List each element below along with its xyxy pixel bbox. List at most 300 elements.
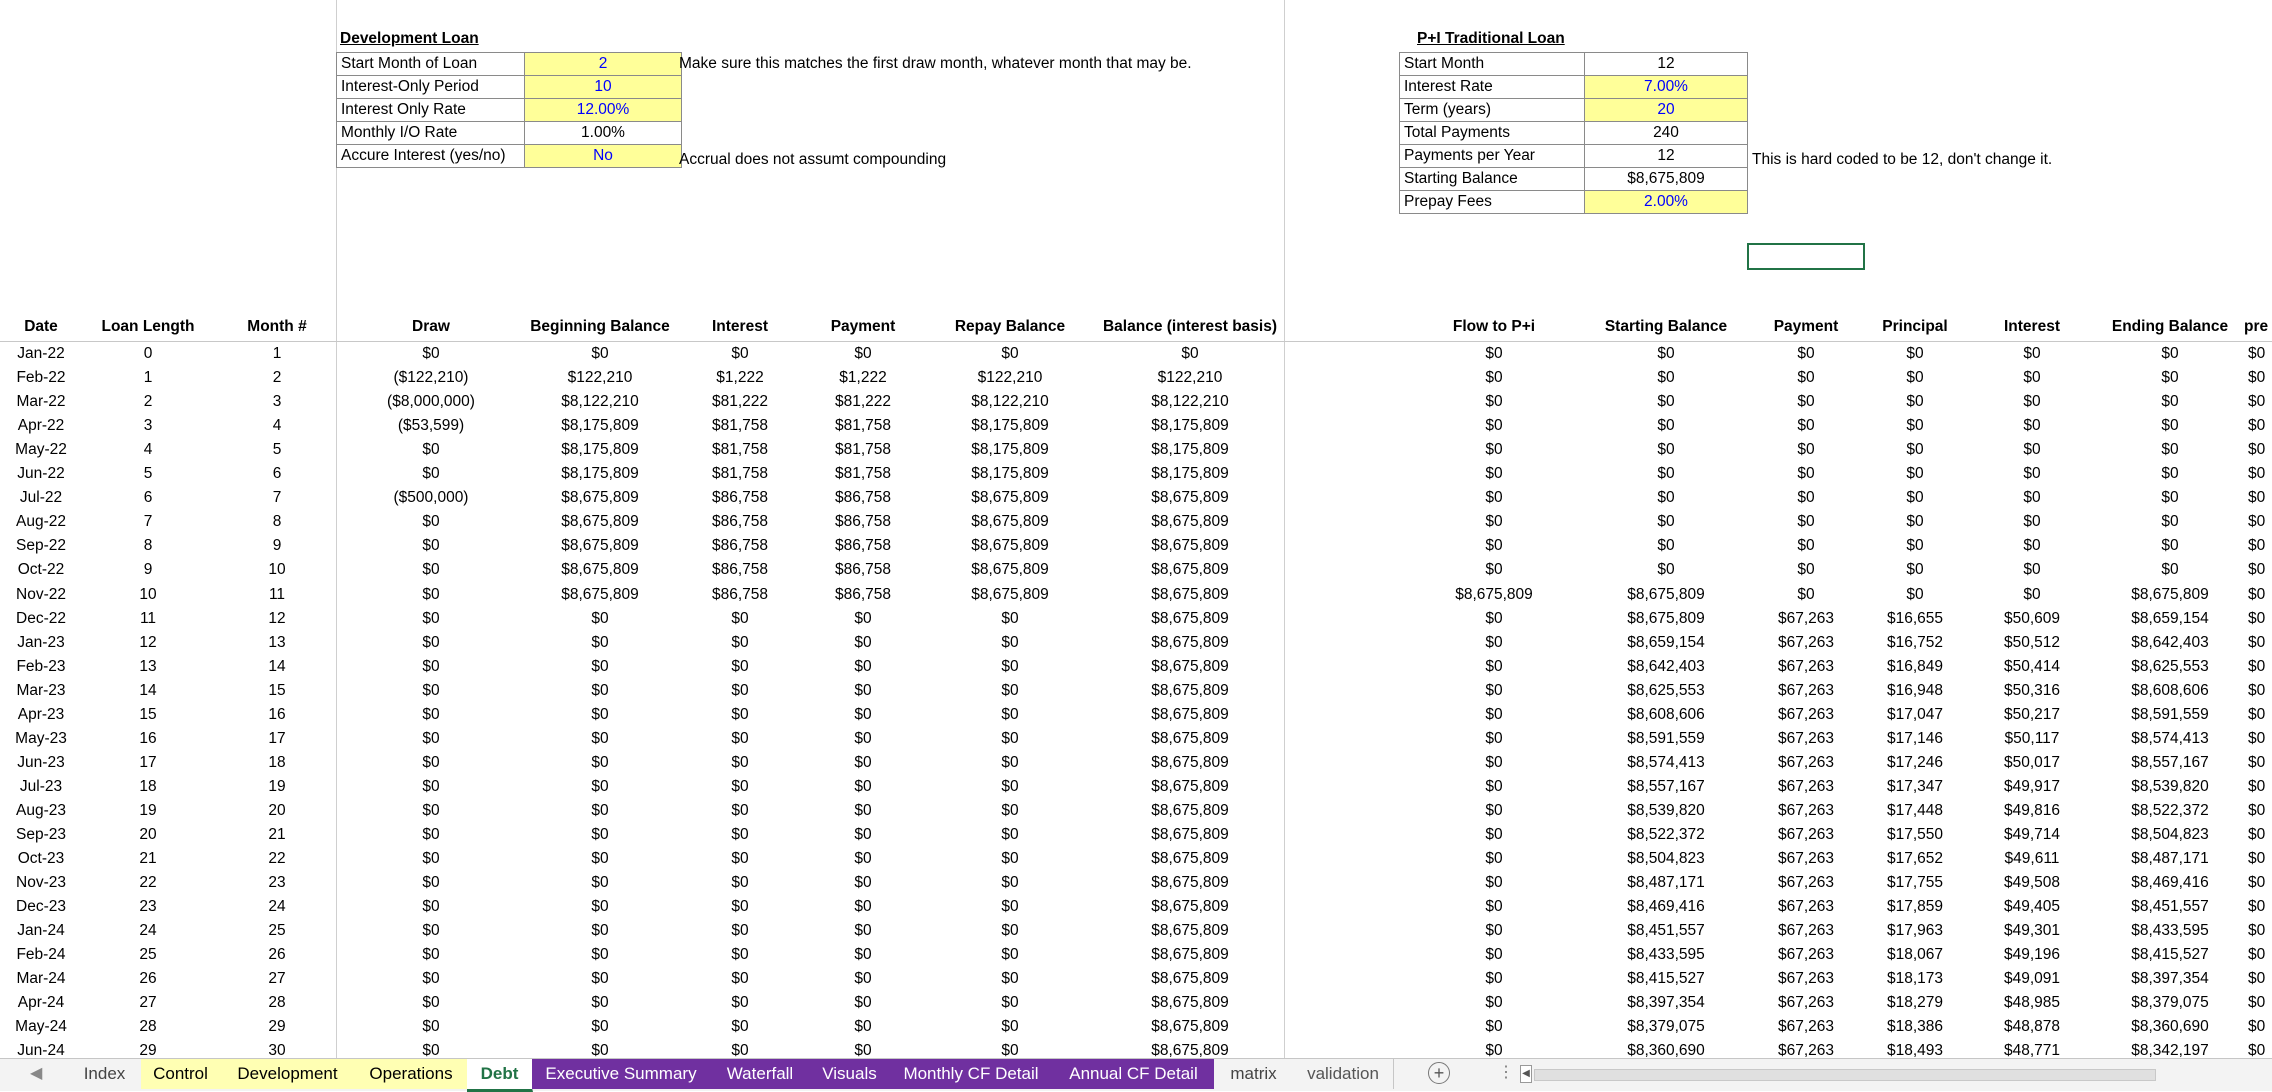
cell-date[interactable]: May-24 xyxy=(15,1018,67,1036)
cell-loan-length[interactable]: 12 xyxy=(139,633,157,651)
cell-date[interactable]: Jan-24 xyxy=(17,922,65,940)
cell-starting-balance[interactable]: $0 xyxy=(1657,561,1675,579)
cell-loan-length[interactable]: 14 xyxy=(139,681,157,699)
cell-starting-balance[interactable]: $0 xyxy=(1657,417,1675,435)
cell-pi-interest[interactable]: $48,878 xyxy=(2003,1018,2061,1036)
cell-ending-balance[interactable]: $8,342,197 xyxy=(2131,1042,2209,1058)
cell-prepay[interactable]: $0 xyxy=(2248,994,2266,1012)
cell-interest[interactable]: $1,222 xyxy=(716,369,764,387)
cell-date[interactable]: Aug-23 xyxy=(16,801,66,819)
cell-month-number[interactable]: 16 xyxy=(268,705,286,723)
cell-pi-interest[interactable]: $0 xyxy=(2023,585,2041,603)
cell-draw[interactable]: $0 xyxy=(422,585,440,603)
cell-principal[interactable]: $16,655 xyxy=(1886,609,1944,627)
cell-beginning-balance[interactable]: $0 xyxy=(591,946,609,964)
tab-development[interactable]: Development xyxy=(220,1059,356,1089)
cell-starting-balance[interactable]: $8,659,154 xyxy=(1627,633,1705,651)
cell-balance-interest-basis[interactable]: $8,675,809 xyxy=(1151,681,1229,699)
cell-pi-payment[interactable]: $67,263 xyxy=(1777,657,1835,675)
cell-month-number[interactable]: 15 xyxy=(268,681,286,699)
cell-pi-payment[interactable]: $0 xyxy=(1797,393,1815,411)
cell-ending-balance[interactable]: $0 xyxy=(2161,441,2179,459)
cell-flow-to-pi[interactable]: $0 xyxy=(1485,826,1503,843)
cell-payment[interactable]: $86,758 xyxy=(834,585,892,603)
cell-month-number[interactable]: 21 xyxy=(268,826,286,843)
cell-interest[interactable]: $86,758 xyxy=(711,585,769,603)
tab-executive-summary[interactable]: Executive Summary xyxy=(532,1059,711,1089)
cell-ending-balance[interactable]: $8,360,690 xyxy=(2131,1018,2209,1036)
cell-pi-payment[interactable]: $67,263 xyxy=(1777,1018,1835,1036)
cell-ending-balance[interactable]: $8,522,372 xyxy=(2131,801,2209,819)
cell-repay-balance[interactable]: $8,122,210 xyxy=(971,393,1049,411)
cell-repay-balance[interactable]: $122,210 xyxy=(977,369,1043,387)
cell-date[interactable]: Apr-23 xyxy=(17,705,65,723)
cell-balance-interest-basis[interactable]: $8,675,809 xyxy=(1151,513,1229,531)
cell-interest[interactable]: $86,758 xyxy=(711,537,769,555)
cell-interest[interactable]: $0 xyxy=(731,922,749,940)
cell-principal[interactable]: $18,279 xyxy=(1886,994,1944,1012)
cell-balance-interest-basis[interactable]: $8,175,809 xyxy=(1151,465,1229,483)
cell-balance-interest-basis[interactable]: $8,675,809 xyxy=(1151,489,1229,507)
cell-starting-balance[interactable]: $8,675,809 xyxy=(1627,609,1705,627)
cell-pi-interest[interactable]: $49,091 xyxy=(2003,970,2061,988)
cell-repay-balance[interactable]: $0 xyxy=(1001,345,1019,362)
cell-draw[interactable]: $0 xyxy=(422,970,440,988)
cell-principal[interactable]: $17,347 xyxy=(1886,777,1944,795)
cell-principal[interactable]: $17,652 xyxy=(1886,850,1944,868)
cell-repay-balance[interactable]: $0 xyxy=(1001,729,1019,747)
cell-date[interactable]: Apr-22 xyxy=(17,417,65,435)
cell-draw[interactable]: $0 xyxy=(422,994,440,1012)
cell-principal[interactable]: $17,963 xyxy=(1886,922,1944,940)
cell-payment[interactable]: $0 xyxy=(854,705,872,723)
cell-pi-payment[interactable]: $67,263 xyxy=(1777,970,1835,988)
cell-repay-balance[interactable]: $0 xyxy=(1001,922,1019,940)
cell-pi-interest[interactable]: $49,611 xyxy=(2004,850,2060,868)
cell-pi-interest[interactable]: $50,609 xyxy=(2003,609,2061,627)
cell-repay-balance[interactable]: $8,175,809 xyxy=(971,441,1049,459)
cell-flow-to-pi[interactable]: $0 xyxy=(1485,393,1503,411)
tab-debt[interactable]: Debt xyxy=(467,1059,533,1092)
cell-starting-balance[interactable]: $8,433,595 xyxy=(1627,946,1705,964)
cell-draw[interactable]: $0 xyxy=(422,826,440,843)
cell-loan-length[interactable]: 3 xyxy=(143,417,153,435)
cell-prepay[interactable]: $0 xyxy=(2248,898,2266,916)
cell-beginning-balance[interactable]: $0 xyxy=(591,1018,609,1036)
cell-draw[interactable]: $0 xyxy=(422,705,440,723)
cell-ending-balance[interactable]: $8,379,075 xyxy=(2131,994,2209,1012)
cell-month-number[interactable]: 12 xyxy=(268,609,286,627)
dev-loan-value[interactable]: No xyxy=(525,145,682,168)
cell-pi-payment[interactable]: $0 xyxy=(1797,585,1815,603)
cell-interest[interactable]: $0 xyxy=(731,705,749,723)
cell-prepay[interactable]: $0 xyxy=(2248,729,2266,747)
cell-pi-interest[interactable]: $49,301 xyxy=(2003,922,2061,940)
cell-pi-interest[interactable]: $0 xyxy=(2023,369,2041,387)
cell-repay-balance[interactable]: $8,675,809 xyxy=(971,561,1049,579)
cell-balance-interest-basis[interactable]: $8,675,809 xyxy=(1151,777,1229,795)
cell-ending-balance[interactable]: $8,574,413 xyxy=(2131,729,2209,747)
cell-repay-balance[interactable]: $0 xyxy=(1001,657,1019,675)
cell-principal[interactable]: $17,550 xyxy=(1886,826,1944,843)
cell-date[interactable]: Jan-23 xyxy=(17,633,65,651)
cell-interest[interactable]: $0 xyxy=(731,345,749,362)
cell-month-number[interactable]: 19 xyxy=(268,777,286,795)
cell-pi-interest[interactable]: $49,816 xyxy=(2003,801,2061,819)
cell-prepay[interactable]: $0 xyxy=(2248,874,2266,892)
cell-beginning-balance[interactable]: $8,175,809 xyxy=(561,417,639,435)
cell-beginning-balance[interactable]: $0 xyxy=(591,994,609,1012)
cell-balance-interest-basis[interactable]: $8,675,809 xyxy=(1151,633,1229,651)
cell-ending-balance[interactable]: $8,433,595 xyxy=(2131,922,2209,940)
cell-principal[interactable]: $17,146 xyxy=(1886,729,1944,747)
cell-pi-payment[interactable]: $0 xyxy=(1797,561,1815,579)
cell-draw[interactable]: $0 xyxy=(422,513,440,531)
cell-interest[interactable]: $0 xyxy=(731,633,749,651)
cell-payment[interactable]: $0 xyxy=(854,874,872,892)
cell-prepay[interactable]: $0 xyxy=(2248,970,2266,988)
cell-pi-interest[interactable]: $50,117 xyxy=(2004,729,2060,747)
tab-matrix[interactable]: matrix xyxy=(1214,1059,1294,1089)
cell-pi-interest[interactable]: $49,196 xyxy=(2003,946,2061,964)
cell-starting-balance[interactable]: $8,397,354 xyxy=(1627,994,1705,1012)
cell-month-number[interactable]: 2 xyxy=(272,369,282,387)
cell-draw[interactable]: $0 xyxy=(422,441,440,459)
cell-flow-to-pi[interactable]: $0 xyxy=(1485,489,1503,507)
cell-pi-interest[interactable]: $48,985 xyxy=(2003,994,2061,1012)
cell-balance-interest-basis[interactable]: $8,675,809 xyxy=(1151,898,1229,916)
cell-draw[interactable]: $0 xyxy=(422,729,440,747)
cell-repay-balance[interactable]: $8,175,809 xyxy=(971,417,1049,435)
cell-interest[interactable]: $0 xyxy=(731,1018,749,1036)
tab-control[interactable]: Control xyxy=(141,1059,221,1089)
cell-payment[interactable]: $0 xyxy=(854,1018,872,1036)
cell-beginning-balance[interactable]: $0 xyxy=(591,753,609,771)
cell-draw[interactable]: $0 xyxy=(422,465,440,483)
cell-month-number[interactable]: 14 xyxy=(268,657,286,675)
cell-beginning-balance[interactable]: $0 xyxy=(591,826,609,843)
cell-draw[interactable]: ($53,599) xyxy=(397,417,465,435)
cell-ending-balance[interactable]: $8,591,559 xyxy=(2131,705,2209,723)
cell-prepay[interactable]: $0 xyxy=(2248,801,2266,819)
cell-prepay[interactable]: $0 xyxy=(2248,369,2266,387)
cell-starting-balance[interactable]: $8,522,372 xyxy=(1627,826,1705,843)
cell-prepay[interactable]: $0 xyxy=(2248,753,2266,771)
cell-pi-payment[interactable]: $67,263 xyxy=(1777,633,1835,651)
cell-prepay[interactable]: $0 xyxy=(2248,441,2266,459)
cell-pi-interest[interactable]: $50,414 xyxy=(2003,657,2061,675)
cell-pi-payment[interactable]: $67,263 xyxy=(1777,609,1835,627)
cell-payment[interactable]: $0 xyxy=(854,681,872,699)
cell-payment[interactable]: $0 xyxy=(854,609,872,627)
cell-repay-balance[interactable]: $0 xyxy=(1001,898,1019,916)
cell-pi-payment[interactable]: $67,263 xyxy=(1777,777,1835,795)
cell-month-number[interactable]: 18 xyxy=(268,753,286,771)
cell-month-number[interactable]: 10 xyxy=(268,561,286,579)
cell-pi-interest[interactable]: $0 xyxy=(2023,561,2041,579)
cell-ending-balance[interactable]: $0 xyxy=(2161,561,2179,579)
cell-date[interactable]: Jul-22 xyxy=(19,489,63,507)
cell-date[interactable]: May-22 xyxy=(15,441,67,459)
cell-month-number[interactable]: 30 xyxy=(268,1042,286,1058)
cell-beginning-balance[interactable]: $8,175,809 xyxy=(561,441,639,459)
cell-interest[interactable]: $0 xyxy=(731,681,749,699)
cell-payment[interactable]: $0 xyxy=(854,345,872,362)
cell-beginning-balance[interactable]: $0 xyxy=(591,898,609,916)
cell-draw[interactable]: $0 xyxy=(422,777,440,795)
cell-interest[interactable]: $86,758 xyxy=(711,561,769,579)
cell-date[interactable]: Jan-22 xyxy=(17,345,65,362)
cell-loan-length[interactable]: 23 xyxy=(139,898,157,916)
cell-interest[interactable]: $0 xyxy=(731,801,749,819)
cell-date[interactable]: Apr-24 xyxy=(17,994,65,1012)
cell-draw[interactable]: ($8,000,000) xyxy=(387,393,475,411)
cell-loan-length[interactable]: 4 xyxy=(143,441,153,459)
cell-loan-length[interactable]: 27 xyxy=(139,994,157,1012)
cell-flow-to-pi[interactable]: $0 xyxy=(1485,801,1503,819)
cell-ending-balance[interactable]: $0 xyxy=(2161,513,2179,531)
cell-prepay[interactable]: $0 xyxy=(2248,850,2266,868)
cell-date[interactable]: Jul-23 xyxy=(19,777,63,795)
cell-date[interactable]: Mar-23 xyxy=(16,681,66,699)
cell-interest[interactable]: $0 xyxy=(731,826,749,843)
cell-flow-to-pi[interactable]: $0 xyxy=(1485,465,1503,483)
cell-interest[interactable]: $0 xyxy=(731,898,749,916)
cell-loan-length[interactable]: 1 xyxy=(143,369,153,387)
cell-flow-to-pi[interactable]: $0 xyxy=(1485,609,1503,627)
cell-beginning-balance[interactable]: $8,175,809 xyxy=(561,465,639,483)
cell-beginning-balance[interactable]: $8,675,809 xyxy=(561,537,639,555)
cell-beginning-balance[interactable]: $0 xyxy=(591,874,609,892)
cell-ending-balance[interactable]: $0 xyxy=(2161,417,2179,435)
cell-balance-interest-basis[interactable]: $8,675,809 xyxy=(1151,850,1229,868)
cell-repay-balance[interactable]: $8,675,809 xyxy=(971,513,1049,531)
cell-starting-balance[interactable]: $8,557,167 xyxy=(1627,777,1705,795)
cell-pi-payment[interactable]: $67,263 xyxy=(1777,801,1835,819)
cell-repay-balance[interactable]: $0 xyxy=(1001,946,1019,964)
cell-payment[interactable]: $86,758 xyxy=(834,489,892,507)
cell-flow-to-pi[interactable]: $0 xyxy=(1485,369,1503,387)
cell-beginning-balance[interactable]: $0 xyxy=(591,657,609,675)
cell-pi-payment[interactable]: $0 xyxy=(1797,489,1815,507)
cell-date[interactable]: Oct-23 xyxy=(17,850,65,868)
cell-pi-interest[interactable]: $50,316 xyxy=(2003,681,2061,699)
cell-pi-interest[interactable]: $50,017 xyxy=(2003,753,2061,771)
cell-prepay[interactable]: $0 xyxy=(2248,393,2266,411)
cell-draw[interactable]: $0 xyxy=(422,657,440,675)
cell-flow-to-pi[interactable]: $0 xyxy=(1485,874,1503,892)
cell-month-number[interactable]: 24 xyxy=(268,898,286,916)
cell-balance-interest-basis[interactable]: $122,210 xyxy=(1157,369,1223,387)
pi-loan-value[interactable]: 20 xyxy=(1585,99,1748,122)
cell-repay-balance[interactable]: $0 xyxy=(1001,777,1019,795)
cell-starting-balance[interactable]: $0 xyxy=(1657,393,1675,411)
cell-principal[interactable]: $18,173 xyxy=(1886,970,1944,988)
cell-starting-balance[interactable]: $0 xyxy=(1657,465,1675,483)
cell-loan-length[interactable]: 5 xyxy=(143,465,153,483)
cell-interest[interactable]: $0 xyxy=(731,753,749,771)
cell-beginning-balance[interactable]: $8,675,809 xyxy=(561,585,639,603)
cell-starting-balance[interactable]: $0 xyxy=(1657,537,1675,555)
cell-interest[interactable]: $0 xyxy=(731,657,749,675)
cell-interest[interactable]: $81,758 xyxy=(711,465,769,483)
cell-principal[interactable]: $17,246 xyxy=(1886,753,1944,771)
cell-month-number[interactable]: 6 xyxy=(272,465,282,483)
cell-loan-length[interactable]: 10 xyxy=(139,585,157,603)
cell-repay-balance[interactable]: $8,675,809 xyxy=(971,537,1049,555)
cell-interest[interactable]: $0 xyxy=(731,1042,749,1058)
horizontal-scrollbar[interactable] xyxy=(1534,1069,2156,1081)
cell-starting-balance[interactable]: $8,504,823 xyxy=(1627,850,1705,868)
cell-flow-to-pi[interactable]: $8,675,809 xyxy=(1455,585,1533,603)
cell-balance-interest-basis[interactable]: $8,675,809 xyxy=(1151,970,1229,988)
cell-interest[interactable]: $81,758 xyxy=(711,417,769,435)
cell-flow-to-pi[interactable]: $0 xyxy=(1485,1018,1503,1036)
cell-pi-interest[interactable]: $49,917 xyxy=(2003,777,2061,795)
cell-principal[interactable]: $17,448 xyxy=(1886,801,1944,819)
cell-pi-interest[interactable]: $0 xyxy=(2023,513,2041,531)
tab-validation[interactable]: validation xyxy=(1293,1059,1394,1089)
cell-flow-to-pi[interactable]: $0 xyxy=(1485,729,1503,747)
cell-principal[interactable]: $17,047 xyxy=(1886,705,1944,723)
cell-pi-payment[interactable]: $67,263 xyxy=(1777,826,1835,843)
cell-payment[interactable]: $0 xyxy=(854,729,872,747)
cell-month-number[interactable]: 20 xyxy=(268,801,286,819)
cell-prepay[interactable]: $0 xyxy=(2248,561,2266,579)
cell-prepay[interactable]: $0 xyxy=(2248,609,2266,627)
cell-flow-to-pi[interactable]: $0 xyxy=(1485,753,1503,771)
cell-ending-balance[interactable]: $0 xyxy=(2161,369,2179,387)
cell-beginning-balance[interactable]: $0 xyxy=(591,777,609,795)
cell-flow-to-pi[interactable]: $0 xyxy=(1485,633,1503,651)
cell-date[interactable]: Jun-22 xyxy=(17,465,65,483)
cell-balance-interest-basis[interactable]: $8,675,809 xyxy=(1151,537,1229,555)
cell-loan-length[interactable]: 8 xyxy=(143,537,153,555)
cell-interest[interactable]: $86,758 xyxy=(711,489,769,507)
cell-starting-balance[interactable]: $0 xyxy=(1657,345,1675,362)
cell-ending-balance[interactable]: $8,539,820 xyxy=(2131,777,2209,795)
cell-payment[interactable]: $0 xyxy=(854,994,872,1012)
cell-flow-to-pi[interactable]: $0 xyxy=(1485,946,1503,964)
cell-prepay[interactable]: $0 xyxy=(2248,633,2266,651)
tab-visuals[interactable]: Visuals xyxy=(810,1059,890,1089)
cell-balance-interest-basis[interactable]: $8,675,809 xyxy=(1151,585,1229,603)
cell-repay-balance[interactable]: $0 xyxy=(1001,681,1019,699)
cell-payment[interactable]: $0 xyxy=(854,801,872,819)
cell-repay-balance[interactable]: $0 xyxy=(1001,850,1019,868)
cell-starting-balance[interactable]: $8,451,557 xyxy=(1627,922,1705,940)
cell-principal[interactable]: $16,752 xyxy=(1886,633,1944,651)
cell-principal[interactable]: $0 xyxy=(1906,561,1924,579)
cell-month-number[interactable]: 11 xyxy=(268,585,286,603)
cell-principal[interactable]: $18,493 xyxy=(1886,1042,1944,1058)
cell-beginning-balance[interactable]: $8,675,809 xyxy=(561,513,639,531)
tab-annual-cf-detail[interactable]: Annual CF Detail xyxy=(1053,1059,1215,1089)
cell-pi-payment[interactable]: $67,263 xyxy=(1777,753,1835,771)
cell-pi-payment[interactable]: $67,263 xyxy=(1777,946,1835,964)
cell-repay-balance[interactable]: $0 xyxy=(1001,801,1019,819)
cell-pi-interest[interactable]: $48,771 xyxy=(2003,1042,2061,1058)
cell-principal[interactable]: $16,849 xyxy=(1886,657,1944,675)
cell-ending-balance[interactable]: $0 xyxy=(2161,465,2179,483)
cell-month-number[interactable]: 17 xyxy=(268,729,286,747)
cell-payment[interactable]: $86,758 xyxy=(834,513,892,531)
cell-beginning-balance[interactable]: $0 xyxy=(591,1042,609,1058)
cell-balance-interest-basis[interactable]: $8,175,809 xyxy=(1151,441,1229,459)
cell-interest[interactable]: $0 xyxy=(731,729,749,747)
cell-beginning-balance[interactable]: $8,122,210 xyxy=(561,393,639,411)
cell-loan-length[interactable]: 22 xyxy=(139,874,157,892)
cell-ending-balance[interactable]: $8,397,354 xyxy=(2131,970,2209,988)
cell-month-number[interactable]: 9 xyxy=(272,537,282,555)
cell-ending-balance[interactable]: $0 xyxy=(2161,393,2179,411)
cell-flow-to-pi[interactable]: $0 xyxy=(1485,850,1503,868)
dev-loan-value[interactable]: 12.00% xyxy=(525,99,682,122)
cell-ending-balance[interactable]: $8,487,171 xyxy=(2131,850,2209,868)
cell-repay-balance[interactable]: $0 xyxy=(1001,1042,1019,1058)
cell-month-number[interactable]: 5 xyxy=(272,441,282,459)
cell-payment[interactable]: $81,758 xyxy=(834,441,892,459)
cell-flow-to-pi[interactable]: $0 xyxy=(1485,657,1503,675)
cell-starting-balance[interactable]: $8,642,403 xyxy=(1627,657,1705,675)
cell-loan-length[interactable]: 19 xyxy=(139,801,157,819)
cell-flow-to-pi[interactable]: $0 xyxy=(1485,898,1503,916)
cell-payment[interactable]: $0 xyxy=(854,657,872,675)
cell-draw[interactable]: $0 xyxy=(422,874,440,892)
cell-flow-to-pi[interactable]: $0 xyxy=(1485,705,1503,723)
tab-waterfall[interactable]: Waterfall xyxy=(710,1059,811,1089)
cell-draw[interactable]: $0 xyxy=(422,633,440,651)
cell-ending-balance[interactable]: $8,415,527 xyxy=(2131,946,2209,964)
cell-starting-balance[interactable]: $8,360,690 xyxy=(1627,1042,1705,1058)
cell-balance-interest-basis[interactable]: $8,675,809 xyxy=(1151,801,1229,819)
cell-pi-payment[interactable]: $0 xyxy=(1797,537,1815,555)
cell-flow-to-pi[interactable]: $0 xyxy=(1485,345,1503,362)
cell-prepay[interactable]: $0 xyxy=(2248,826,2266,843)
cell-date[interactable]: Mar-22 xyxy=(16,393,66,411)
cell-date[interactable]: Aug-22 xyxy=(16,513,66,531)
cell-month-number[interactable]: 28 xyxy=(268,994,286,1012)
cell-payment[interactable]: $0 xyxy=(854,826,872,843)
cell-loan-length[interactable]: 25 xyxy=(139,946,157,964)
cell-loan-length[interactable]: 17 xyxy=(139,753,157,771)
tab-operations[interactable]: Operations xyxy=(355,1059,468,1089)
cell-beginning-balance[interactable]: $122,210 xyxy=(567,369,633,387)
cell-starting-balance[interactable]: $8,675,809 xyxy=(1627,585,1705,603)
cell-ending-balance[interactable]: $0 xyxy=(2161,345,2179,362)
selected-cell[interactable] xyxy=(1747,243,1865,270)
cell-loan-length[interactable]: 13 xyxy=(139,657,157,675)
cell-prepay[interactable]: $0 xyxy=(2248,537,2266,555)
cell-principal[interactable]: $0 xyxy=(1906,369,1924,387)
cell-beginning-balance[interactable]: $8,675,809 xyxy=(561,561,639,579)
cell-loan-length[interactable]: 28 xyxy=(139,1018,157,1036)
cell-payment[interactable]: $0 xyxy=(854,777,872,795)
cell-repay-balance[interactable]: $8,175,809 xyxy=(971,465,1049,483)
cell-starting-balance[interactable]: $8,574,413 xyxy=(1627,753,1705,771)
cell-date[interactable]: Mar-24 xyxy=(16,970,66,988)
cell-ending-balance[interactable]: $8,625,553 xyxy=(2131,657,2209,675)
cell-principal[interactable]: $18,067 xyxy=(1886,946,1944,964)
cell-month-number[interactable]: 22 xyxy=(268,850,286,868)
cell-pi-payment[interactable]: $67,263 xyxy=(1777,922,1835,940)
cell-prepay[interactable]: $0 xyxy=(2248,585,2266,603)
cell-prepay[interactable]: $0 xyxy=(2248,345,2266,362)
cell-pi-interest[interactable]: $50,217 xyxy=(2003,705,2061,723)
cell-draw[interactable]: ($122,210) xyxy=(393,369,469,387)
cell-repay-balance[interactable]: $0 xyxy=(1001,705,1019,723)
cell-loan-length[interactable]: 24 xyxy=(139,922,157,940)
